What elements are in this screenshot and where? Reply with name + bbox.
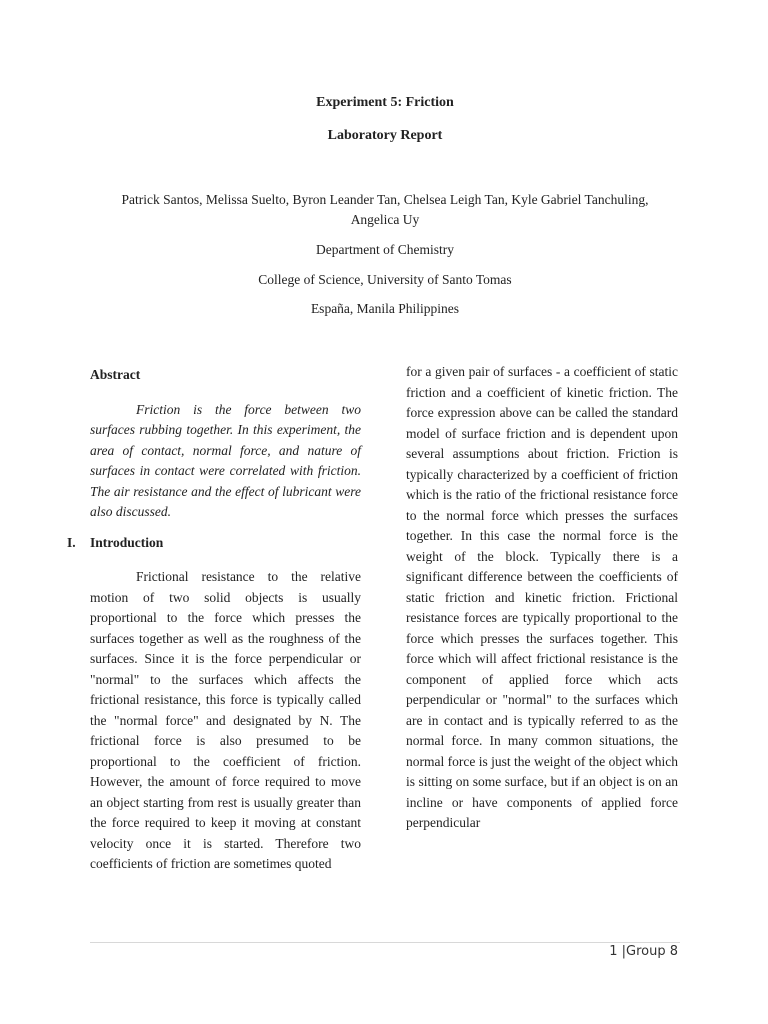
section-number: I.	[67, 534, 76, 550]
document-subtitle: Laboratory Report	[327, 128, 443, 143]
document-title: Experiment 5: Friction	[316, 95, 454, 110]
section-heading-introduction	[67, 533, 361, 554]
left-column	[67, 365, 361, 875]
department: Department of Chemistry	[316, 242, 454, 257]
section-title: Introduction	[90, 534, 164, 550]
page-footer: 1 |Group 8	[609, 944, 678, 959]
college: College of Science, University of Santo Tomas	[258, 272, 512, 287]
abstract-heading: Abstract	[90, 367, 141, 382]
author-list: Patrick Santos, Melissa Suelto, Byron Leander Tan, Chelsea Leigh Tan, Kyle Gabriel Tanchuling, Angelica Uy	[121, 192, 649, 227]
introduction-paragraph-left: Frictional resistance to the relative motion of two solid objects is usually proportional to the force which presses the surfaces together as well as the roughness of the surfaces. Since it is the force perpendicular or "normal" to the surfaces which affects the frictional resistance, this force is typically called the "normal force" and designated by N. The frictional force is also presumed to be proportional to the coefficient of friction. However, the amount of force required to move an object starting from rest is usually greater than the force required to keep it moving at constant velocity once it is started. Therefore two coefficients of friction are sometimes quoted	[90, 569, 361, 871]
introduction-paragraph-right: for a given pair of surfaces - a coefficient of static friction and a coefficient of kinetic friction. The force expression above can be called the standard model of surface friction and is dependent upon several assumptions about friction. Friction is typically characterized by a coefficient of friction which is the ratio of the frictional resistance force to the normal force which presses the surfaces together. In this case the normal force is the weight of the block. Typically there is a significant difference between the coefficients of static friction and kinetic friction. Frictional resistance forces are typically proportional to the force which presses the surfaces together. This force which will affect frictional resistance is the component of applied force which acts perpendicular or "normal" to the surfaces which are in contact and is typically referred to as the normal force. In many common situations, the normal force is just the weight of the object which is sitting on some surface, but if an object is on an incline or have components of applied force perpendicular	[406, 364, 678, 830]
footer-divider	[90, 942, 680, 943]
abstract-text: Friction is the force between two surfaces rubbing together. In this experiment, the area of contact, normal force, and nature of surfaces in contact were correlated with friction. The air resistance and the effect of lubricant were also discussed.	[90, 401, 361, 519]
right-column	[406, 362, 678, 834]
location: España, Manila Philippines	[310, 301, 460, 316]
